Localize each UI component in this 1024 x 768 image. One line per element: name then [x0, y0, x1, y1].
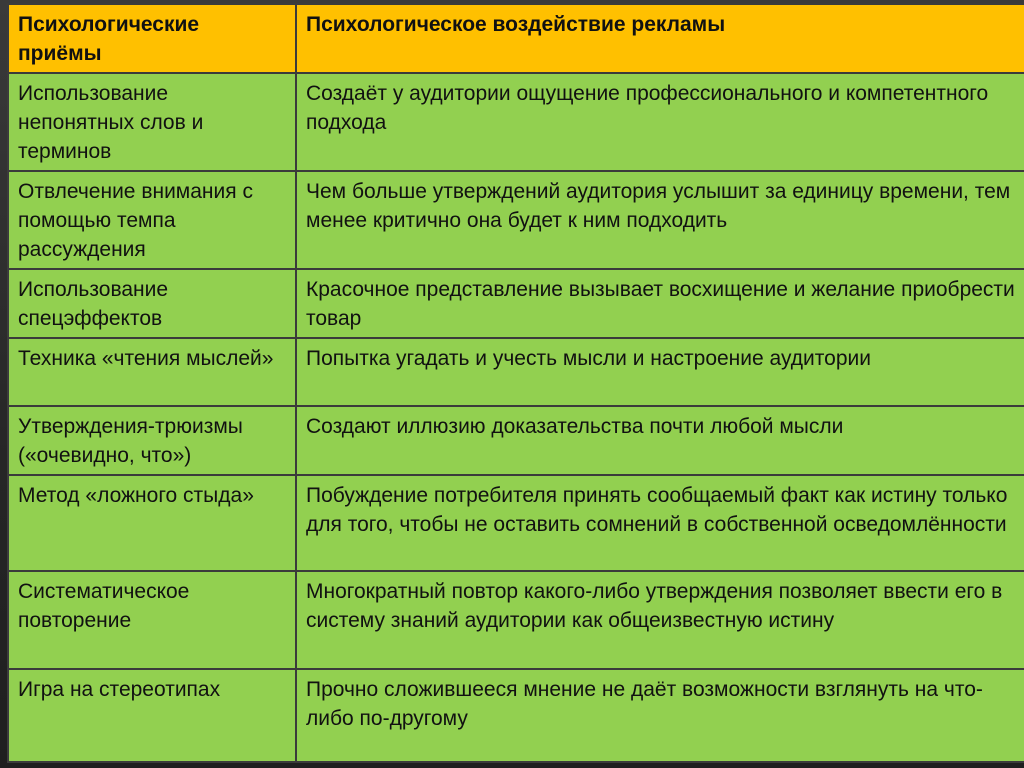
impact-cell: Создают иллюзию доказательства почти любой мысли [296, 406, 1024, 475]
technique-cell: Метод «ложного стыда» [8, 475, 296, 571]
table-row [8, 669, 1024, 762]
table-header-row [8, 4, 1024, 73]
impact-cell: Чем больше утверждений аудитория услышит за единицу времени, тем менее критично она будет к ним подходить [296, 171, 1024, 269]
impact-cell: Создаёт у аудитории ощущение профессионального и компетентного подхода [296, 73, 1024, 171]
impact-cell: Побуждение потребителя принять сообщаемый факт как истину только для того, чтобы не оставить сомнений в собственной осведомлённости [296, 475, 1024, 571]
table-row [8, 338, 1024, 406]
technique-cell: Систематическое повторение [8, 571, 296, 669]
technique-cell: Использование непонятных слов и терминов [8, 73, 296, 171]
table-row [8, 73, 1024, 171]
technique-cell: Игра на стереотипах [8, 669, 296, 762]
table-row [8, 269, 1024, 338]
technique-cell: Использование спецэффектов [8, 269, 296, 338]
table-row [8, 171, 1024, 269]
table-row [8, 571, 1024, 669]
impact-cell: Прочно сложившееся мнение не даёт возможности взглянуть на что-либо по-другому [296, 669, 1024, 762]
header-techniques: Психологические приёмы [8, 4, 296, 73]
table-row [8, 475, 1024, 571]
table-row [8, 406, 1024, 475]
techniques-table [7, 3, 1024, 763]
impact-cell: Красочное представление вызывает восхищение и желание приобрести товар [296, 269, 1024, 338]
technique-cell: Утверждения-трюизмы («очевидно, что») [8, 406, 296, 475]
header-impact: Психологическое воздействие рекламы [296, 4, 1024, 73]
impact-cell: Попытка угадать и учесть мысли и настроение аудитории [296, 338, 1024, 406]
impact-cell: Многократный повтор какого-либо утверждения позволяет ввести его в систему знаний аудитории как общеизвестную истину [296, 571, 1024, 669]
technique-cell: Отвлечение внимания с помощью темпа рассуждения [8, 171, 296, 269]
technique-cell: Техника «чтения мыслей» [8, 338, 296, 406]
